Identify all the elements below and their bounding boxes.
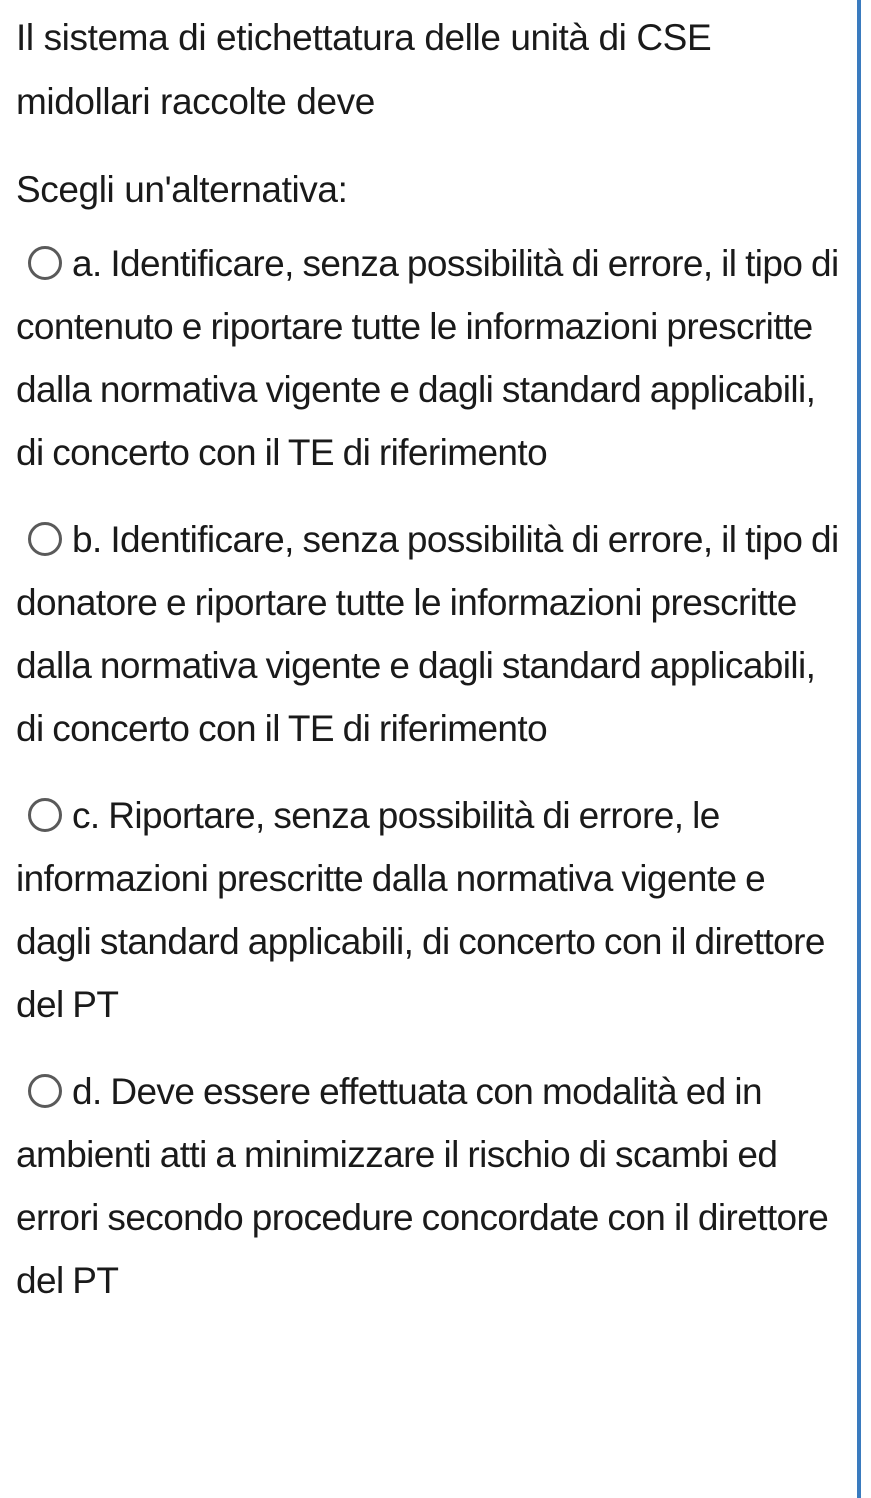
- option-d[interactable]: [16, 1060, 841, 1312]
- option-b[interactable]: [16, 508, 841, 760]
- option-a-label: a. Identificare, senza possibilità di errore, il tipo di contenuto e riportare tutte le informazioni prescritte dalla normativa vigente e dagli standard applicabili, di concerto con il TE di riferimento: [16, 243, 839, 473]
- option-c[interactable]: [16, 784, 841, 1036]
- radio-button-c[interactable]: [28, 798, 62, 832]
- option-c-label: c. Riportare, senza possibilità di errore, le informazioni prescritte dalla normativa vigente e dagli standard applicabili, di concerto con il direttore del PT: [16, 795, 825, 1025]
- radio-button-d[interactable]: [28, 1074, 62, 1108]
- answer-prompt: Scegli un'alternativa:: [16, 169, 348, 210]
- question-text: Il sistema di etichettatura delle unità di CSE midollari raccolte deve: [16, 17, 712, 122]
- radio-button-b[interactable]: [28, 522, 62, 556]
- option-a[interactable]: [16, 232, 841, 484]
- panel-right-border: [857, 0, 861, 1498]
- question-panel: [16, 6, 841, 1336]
- option-d-label: d. Deve essere effettuata con modalità ed in ambienti atti a minimizzare il rischio di scambi ed errori secondo procedure concordate con il direttore del PT: [16, 1071, 829, 1301]
- radio-button-a[interactable]: [28, 246, 62, 280]
- option-b-label: b. Identificare, senza possibilità di errore, il tipo di donatore e riportare tutte le informazioni prescritte dalla normativa vigente e dagli standard applicabili, di concerto con il TE di riferimento: [16, 519, 839, 749]
